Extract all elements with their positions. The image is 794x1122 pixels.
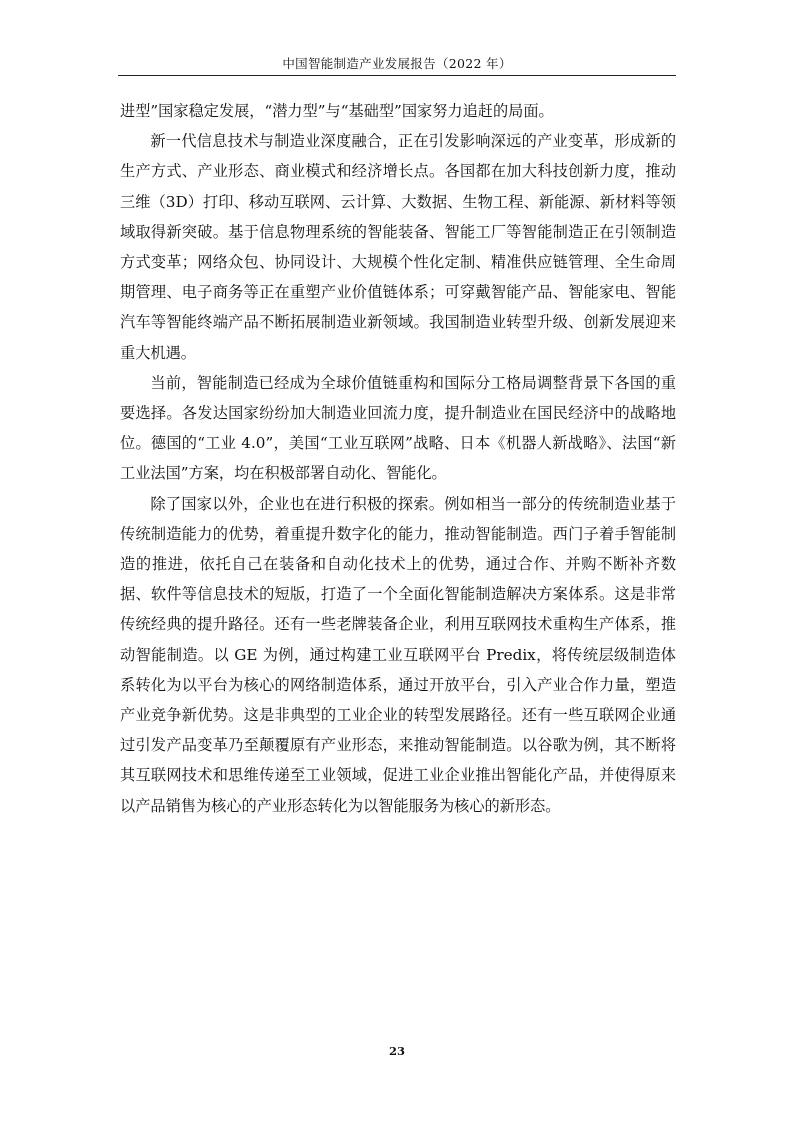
body-text: [120, 96, 676, 821]
page-number: 23: [388, 1044, 405, 1058]
paragraph-enterprise-exploration: 除了国家以外，企业也在进行积极的探索。例如相当一部分的传统制造业基于传统制造能力的优势，着重提升数字化的能力，推动智能制造。西门子着手智能制造的推进，依托自己在装备和自动化技术上的优势，通过合作、并购不断补齐数据、软件等信息技术的短版，打造了一个全面化智能制造解决方案体系。这是非常传统经典的提升路径。还有一些老牌装备企业，利用互联网技术重构生产体系，推动智能制造。以 GE 为例，通过构建工业互联网平台 Predix，将传统层级制造体系转化为以平台为核心的网络制造体系，通过开放平台，引入产业合作力量，塑造产业竞争新优势。这是非典型的工业企业的转型发展路径。还有一些互联网企业通过引发产品变革乃至颠覆原有产业形态，来推动智能制造。以谷歌为例，其不断将其互联网技术和思维传递至工业领域，促进工业企业推出智能化产品，并使得原来以产品销售为核心的产业形态转化为以智能服务为核心的新形态。: [120, 494, 676, 815]
paragraph-continuation: 进型”国家稳定发展，“潜力型”与“基础型”国家努力追赶的局面。: [120, 102, 554, 120]
running-header-title: 中国智能制造产业发展报告（2022 年）: [282, 56, 512, 71]
paragraph-global-strategy: 当前，智能制造已经成为全球价值链重构和国际分工格局调整背景下各国的重要选择。各发达国家纷纷加大制造业回流力度，提升制造业在国民经济中的战略地位。德国的“工业 4.0”，美国“工业互联网”战略、日本《机器人新战略》、法国“新工业法国”方案，均在积极部署自动化、智能化。: [120, 373, 676, 483]
header-divider: [118, 75, 676, 76]
paragraph-tech-integration: 新一代信息技术与制造业深度融合，正在引发影响深远的产业变革，形成新的生产方式、产业形态、商业模式和经济增长点。各国都在加大科技创新力度，推动三维（3D）打印、移动互联网、云计算、大数据、生物工程、新能源、新材料等领域取得新突破。基于信息物理系统的智能装备、智能工厂等智能制造正在引领制造方式变革；网络众包、协同设计、大规模个性化定制、精准供应链管理、全生命周期管理、电子商务等正在重塑产业价值链体系；可穿戴智能产品、智能家电、智能汽车等智能终端产品不断拓展制造业新领域。我国制造业转型升级、创新发展迎来重大机遇。: [120, 132, 676, 362]
